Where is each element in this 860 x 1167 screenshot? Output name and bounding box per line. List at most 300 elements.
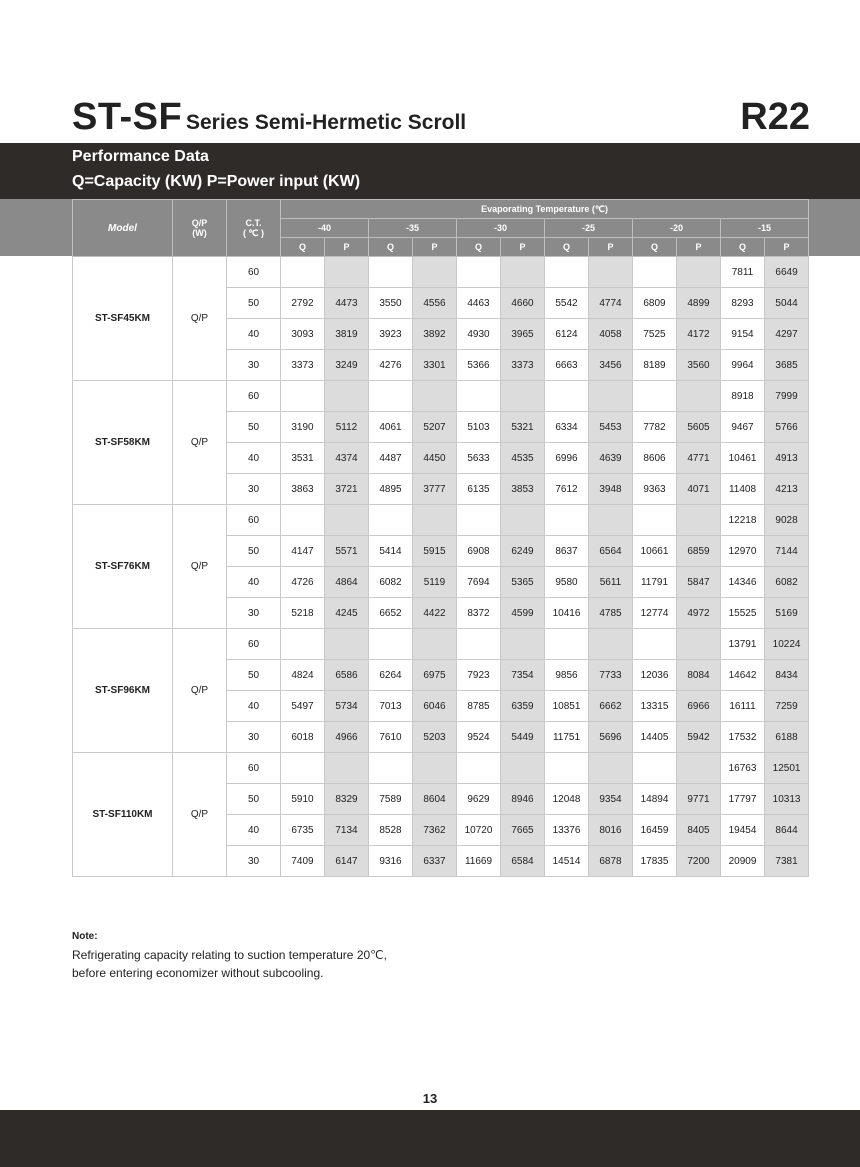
capacity-cell: 3190 — [281, 412, 325, 443]
power-cell: 3892 — [413, 319, 457, 350]
model-cell: ST-SF76KM — [73, 505, 173, 629]
power-cell: 3560 — [677, 350, 721, 381]
capacity-cell: 5414 — [369, 536, 413, 567]
capacity-cell: 8637 — [545, 536, 589, 567]
power-cell: 5611 — [589, 567, 633, 598]
q-subheader: Q — [457, 238, 501, 257]
power-cell — [413, 257, 457, 288]
temp-header: -25 — [545, 219, 633, 238]
capacity-cell: 11791 — [633, 567, 677, 598]
power-cell: 4774 — [589, 288, 633, 319]
power-cell: 12501 — [765, 753, 809, 784]
capacity-cell — [457, 753, 501, 784]
power-cell: 5119 — [413, 567, 457, 598]
capacity-cell — [369, 381, 413, 412]
power-cell: 7362 — [413, 815, 457, 846]
title-row — [72, 96, 810, 140]
ct-cell: 30 — [227, 350, 281, 381]
power-cell: 6359 — [501, 691, 545, 722]
power-cell: 4639 — [589, 443, 633, 474]
capacity-cell: 3923 — [369, 319, 413, 350]
power-cell: 6859 — [677, 536, 721, 567]
capacity-cell: 19454 — [721, 815, 765, 846]
capacity-cell: 9629 — [457, 784, 501, 815]
power-cell: 7999 — [765, 381, 809, 412]
power-cell: 6046 — [413, 691, 457, 722]
capacity-cell: 9524 — [457, 722, 501, 753]
series-title: ST-SF — [72, 96, 183, 138]
table-row — [73, 753, 809, 784]
capacity-cell: 3531 — [281, 443, 325, 474]
power-cell: 5169 — [765, 598, 809, 629]
capacity-cell: 5218 — [281, 598, 325, 629]
ct-header-line1: C.T. — [245, 217, 262, 228]
capacity-cell: 4930 — [457, 319, 501, 350]
capacity-cell: 9580 — [545, 567, 589, 598]
capacity-cell — [457, 505, 501, 536]
capacity-cell: 7782 — [633, 412, 677, 443]
capacity-cell: 6809 — [633, 288, 677, 319]
power-cell: 7200 — [677, 846, 721, 877]
series-subtitle: Series Semi-Hermetic Scroll — [186, 111, 467, 134]
power-cell: 5044 — [765, 288, 809, 319]
power-cell: 3456 — [589, 350, 633, 381]
ct-cell: 40 — [227, 691, 281, 722]
capacity-cell: 16111 — [721, 691, 765, 722]
p-subheader: P — [325, 238, 369, 257]
power-cell: 8604 — [413, 784, 457, 815]
capacity-cell — [369, 629, 413, 660]
capacity-cell — [545, 505, 589, 536]
capacity-cell — [633, 381, 677, 412]
power-cell: 6662 — [589, 691, 633, 722]
power-cell: 4422 — [413, 598, 457, 629]
capacity-cell: 8189 — [633, 350, 677, 381]
capacity-cell: 5633 — [457, 443, 501, 474]
note-title: Note: — [72, 931, 98, 942]
note-line-1: Refrigerating capacity relating to suction temperature 20℃, — [72, 948, 387, 962]
capacity-cell: 14346 — [721, 567, 765, 598]
ct-cell: 40 — [227, 567, 281, 598]
power-cell — [501, 629, 545, 660]
capacity-cell: 6135 — [457, 474, 501, 505]
capacity-cell: 11408 — [721, 474, 765, 505]
capacity-cell: 7811 — [721, 257, 765, 288]
power-cell: 4535 — [501, 443, 545, 474]
power-cell: 4172 — [677, 319, 721, 350]
power-cell — [589, 257, 633, 288]
note-line-2: before entering economizer without subcooling. — [72, 966, 324, 980]
power-cell: 5942 — [677, 722, 721, 753]
capacity-cell: 6663 — [545, 350, 589, 381]
power-cell: 4071 — [677, 474, 721, 505]
capacity-cell: 11751 — [545, 722, 589, 753]
ct-cell: 50 — [227, 412, 281, 443]
qp-cell: Q/P — [173, 381, 227, 505]
capacity-cell: 12970 — [721, 536, 765, 567]
performance-data-title: Performance Data — [72, 148, 209, 165]
power-cell: 3301 — [413, 350, 457, 381]
power-cell — [325, 257, 369, 288]
power-cell: 7134 — [325, 815, 369, 846]
power-cell: 6337 — [413, 846, 457, 877]
capacity-cell: 7923 — [457, 660, 501, 691]
p-subheader: P — [677, 238, 721, 257]
capacity-cell: 6018 — [281, 722, 325, 753]
power-cell: 3819 — [325, 319, 369, 350]
capacity-cell: 8293 — [721, 288, 765, 319]
ct-cell: 30 — [227, 598, 281, 629]
power-cell: 3965 — [501, 319, 545, 350]
capacity-cell — [545, 753, 589, 784]
power-cell — [677, 753, 721, 784]
power-cell: 4297 — [765, 319, 809, 350]
evap-temp-header: Evaporating Temperature (℃) — [281, 200, 809, 219]
qp-cell: Q/P — [173, 505, 227, 629]
capacity-cell — [281, 257, 325, 288]
power-cell: 8644 — [765, 815, 809, 846]
power-cell: 6584 — [501, 846, 545, 877]
capacity-cell: 12036 — [633, 660, 677, 691]
power-cell: 8329 — [325, 784, 369, 815]
table-row — [73, 381, 809, 412]
capacity-cell — [545, 381, 589, 412]
power-cell: 4913 — [765, 443, 809, 474]
capacity-cell: 13315 — [633, 691, 677, 722]
power-cell — [413, 381, 457, 412]
power-cell: 10224 — [765, 629, 809, 660]
capacity-cell: 5497 — [281, 691, 325, 722]
capacity-cell: 7694 — [457, 567, 501, 598]
capacity-cell: 4061 — [369, 412, 413, 443]
capacity-cell: 10720 — [457, 815, 501, 846]
capacity-cell: 6124 — [545, 319, 589, 350]
power-cell: 6188 — [765, 722, 809, 753]
capacity-cell: 15525 — [721, 598, 765, 629]
capacity-cell: 4895 — [369, 474, 413, 505]
power-cell: 7665 — [501, 815, 545, 846]
power-cell: 4245 — [325, 598, 369, 629]
capacity-cell: 9316 — [369, 846, 413, 877]
power-cell: 7259 — [765, 691, 809, 722]
power-cell — [677, 381, 721, 412]
power-cell — [413, 505, 457, 536]
temp-header: -35 — [369, 219, 457, 238]
temp-header: -15 — [721, 219, 809, 238]
capacity-cell: 4147 — [281, 536, 325, 567]
power-cell: 10313 — [765, 784, 809, 815]
p-subheader: P — [765, 238, 809, 257]
power-cell: 8946 — [501, 784, 545, 815]
power-cell: 3685 — [765, 350, 809, 381]
capacity-cell — [633, 505, 677, 536]
power-cell: 6586 — [325, 660, 369, 691]
capacity-cell — [633, 257, 677, 288]
power-cell: 4899 — [677, 288, 721, 319]
power-cell: 6082 — [765, 567, 809, 598]
capacity-cell: 3550 — [369, 288, 413, 319]
ct-cell: 60 — [227, 753, 281, 784]
power-cell: 6249 — [501, 536, 545, 567]
capacity-cell: 7612 — [545, 474, 589, 505]
power-cell — [501, 505, 545, 536]
table-row — [73, 257, 809, 288]
capacity-cell: 6652 — [369, 598, 413, 629]
capacity-cell: 9363 — [633, 474, 677, 505]
power-cell: 4599 — [501, 598, 545, 629]
power-cell: 6878 — [589, 846, 633, 877]
power-cell: 5112 — [325, 412, 369, 443]
power-cell: 7144 — [765, 536, 809, 567]
capacity-cell: 6082 — [369, 567, 413, 598]
capacity-cell: 12218 — [721, 505, 765, 536]
capacity-cell: 6996 — [545, 443, 589, 474]
capacity-cell: 5103 — [457, 412, 501, 443]
capacity-cell: 8372 — [457, 598, 501, 629]
capacity-cell: 4726 — [281, 567, 325, 598]
q-subheader: Q — [369, 238, 413, 257]
qp-header-line1: Q/P — [191, 218, 208, 228]
capacity-cell: 8606 — [633, 443, 677, 474]
capacity-cell: 9856 — [545, 660, 589, 691]
power-cell: 5734 — [325, 691, 369, 722]
power-cell: 7381 — [765, 846, 809, 877]
power-cell: 5453 — [589, 412, 633, 443]
table-row — [73, 505, 809, 536]
capacity-cell: 14405 — [633, 722, 677, 753]
power-cell: 8405 — [677, 815, 721, 846]
capacity-cell — [633, 629, 677, 660]
capacity-cell — [369, 257, 413, 288]
power-cell: 5207 — [413, 412, 457, 443]
power-cell — [325, 505, 369, 536]
power-cell — [589, 629, 633, 660]
power-cell: 4556 — [413, 288, 457, 319]
capacity-cell: 7409 — [281, 846, 325, 877]
power-cell: 5449 — [501, 722, 545, 753]
power-cell: 9028 — [765, 505, 809, 536]
performance-table — [72, 199, 809, 877]
capacity-cell: 7589 — [369, 784, 413, 815]
capacity-cell — [281, 505, 325, 536]
q-subheader: Q — [281, 238, 325, 257]
power-cell: 4213 — [765, 474, 809, 505]
capacity-cell: 6264 — [369, 660, 413, 691]
ct-cell: 60 — [227, 381, 281, 412]
ct-cell: 50 — [227, 784, 281, 815]
qp-header — [173, 200, 227, 257]
power-cell: 3853 — [501, 474, 545, 505]
qp-cell: Q/P — [173, 257, 227, 381]
capacity-cell: 12048 — [545, 784, 589, 815]
power-cell — [413, 629, 457, 660]
capacity-cell: 4463 — [457, 288, 501, 319]
power-cell: 4473 — [325, 288, 369, 319]
model-cell: ST-SF58KM — [73, 381, 173, 505]
capacity-cell: 3373 — [281, 350, 325, 381]
power-cell — [677, 257, 721, 288]
capacity-cell: 12774 — [633, 598, 677, 629]
capacity-cell: 6334 — [545, 412, 589, 443]
capacity-cell: 17532 — [721, 722, 765, 753]
capacity-cell — [281, 753, 325, 784]
q-subheader: Q — [545, 238, 589, 257]
ct-cell: 60 — [227, 505, 281, 536]
qp-cell: Q/P — [173, 753, 227, 877]
power-cell: 5766 — [765, 412, 809, 443]
capacity-cell: 13376 — [545, 815, 589, 846]
refrigerant-label: R22 — [740, 96, 810, 138]
ct-cell: 30 — [227, 846, 281, 877]
power-cell: 4864 — [325, 567, 369, 598]
power-cell: 5696 — [589, 722, 633, 753]
capacity-cell: 10661 — [633, 536, 677, 567]
power-cell: 4450 — [413, 443, 457, 474]
power-cell: 6147 — [325, 846, 369, 877]
capacity-cell — [633, 753, 677, 784]
power-cell: 5847 — [677, 567, 721, 598]
capacity-cell: 5366 — [457, 350, 501, 381]
power-cell: 5321 — [501, 412, 545, 443]
ct-cell: 40 — [227, 815, 281, 846]
capacity-cell: 14642 — [721, 660, 765, 691]
capacity-cell — [281, 381, 325, 412]
power-cell — [325, 753, 369, 784]
power-cell: 4972 — [677, 598, 721, 629]
power-cell — [677, 629, 721, 660]
capacity-cell: 13791 — [721, 629, 765, 660]
p-subheader: P — [589, 238, 633, 257]
capacity-cell: 7525 — [633, 319, 677, 350]
capacity-cell: 9154 — [721, 319, 765, 350]
power-cell: 4785 — [589, 598, 633, 629]
capacity-cell: 14894 — [633, 784, 677, 815]
capacity-cell: 8785 — [457, 691, 501, 722]
power-cell: 4771 — [677, 443, 721, 474]
power-cell: 9354 — [589, 784, 633, 815]
capacity-cell: 7013 — [369, 691, 413, 722]
power-cell: 7733 — [589, 660, 633, 691]
capacity-cell: 5542 — [545, 288, 589, 319]
power-cell — [589, 505, 633, 536]
model-cell: ST-SF96KM — [73, 629, 173, 753]
capacity-cell: 11669 — [457, 846, 501, 877]
p-subheader: P — [501, 238, 545, 257]
model-header: Model — [73, 200, 173, 257]
capacity-cell — [281, 629, 325, 660]
power-cell — [325, 381, 369, 412]
power-cell: 4966 — [325, 722, 369, 753]
qp-cell: Q/P — [173, 629, 227, 753]
capacity-cell — [369, 505, 413, 536]
power-cell: 3249 — [325, 350, 369, 381]
ct-cell: 60 — [227, 629, 281, 660]
qp-header-line2: (W) — [192, 228, 207, 238]
capacity-cell — [369, 753, 413, 784]
power-cell — [325, 629, 369, 660]
capacity-cell: 6908 — [457, 536, 501, 567]
temp-header: -40 — [281, 219, 369, 238]
capacity-cell: 8918 — [721, 381, 765, 412]
power-cell — [677, 505, 721, 536]
capacity-cell: 4824 — [281, 660, 325, 691]
performance-header-band — [0, 143, 860, 199]
ct-cell: 40 — [227, 443, 281, 474]
capacity-cell: 4276 — [369, 350, 413, 381]
capacity-cell: 10851 — [545, 691, 589, 722]
capacity-cell: 16763 — [721, 753, 765, 784]
power-cell — [501, 381, 545, 412]
capacity-cell — [457, 257, 501, 288]
power-cell: 3777 — [413, 474, 457, 505]
page-number: 13 — [422, 1091, 438, 1106]
ct-header-line2: ( ℃ ) — [242, 227, 265, 238]
ct-cell: 30 — [227, 474, 281, 505]
power-cell: 4374 — [325, 443, 369, 474]
capacity-cell: 20909 — [721, 846, 765, 877]
capacity-cell — [545, 257, 589, 288]
capacity-cell: 9467 — [721, 412, 765, 443]
ct-cell: 60 — [227, 257, 281, 288]
ct-cell: 50 — [227, 288, 281, 319]
power-cell — [589, 753, 633, 784]
capacity-cell: 2792 — [281, 288, 325, 319]
capacity-cell: 3863 — [281, 474, 325, 505]
footer-band — [0, 1110, 860, 1167]
power-cell — [413, 753, 457, 784]
power-cell: 5915 — [413, 536, 457, 567]
capacity-cell: 17797 — [721, 784, 765, 815]
power-cell: 6966 — [677, 691, 721, 722]
q-subheader: Q — [721, 238, 765, 257]
ct-header — [227, 200, 281, 257]
ct-cell: 50 — [227, 536, 281, 567]
power-cell: 3721 — [325, 474, 369, 505]
capacity-cell: 9964 — [721, 350, 765, 381]
power-cell: 5365 — [501, 567, 545, 598]
capacity-cell: 3093 — [281, 319, 325, 350]
power-cell: 9771 — [677, 784, 721, 815]
power-cell: 4660 — [501, 288, 545, 319]
capacity-cell: 4487 — [369, 443, 413, 474]
capacity-cell — [457, 629, 501, 660]
model-cell: ST-SF45KM — [73, 257, 173, 381]
power-cell: 8434 — [765, 660, 809, 691]
capacity-cell: 5910 — [281, 784, 325, 815]
power-cell: 4058 — [589, 319, 633, 350]
capacity-cell — [545, 629, 589, 660]
power-cell: 5203 — [413, 722, 457, 753]
power-cell: 7354 — [501, 660, 545, 691]
power-cell: 8016 — [589, 815, 633, 846]
power-cell: 3948 — [589, 474, 633, 505]
temp-header: -30 — [457, 219, 545, 238]
power-cell: 6975 — [413, 660, 457, 691]
temp-header: -20 — [633, 219, 721, 238]
capacity-cell: 7610 — [369, 722, 413, 753]
capacity-cell: 16459 — [633, 815, 677, 846]
capacity-cell: 17835 — [633, 846, 677, 877]
model-cell: ST-SF110KM — [73, 753, 173, 877]
power-cell — [589, 381, 633, 412]
capacity-cell: 10416 — [545, 598, 589, 629]
capacity-cell — [457, 381, 501, 412]
power-cell: 3373 — [501, 350, 545, 381]
power-cell: 6649 — [765, 257, 809, 288]
q-subheader: Q — [633, 238, 677, 257]
p-subheader: P — [413, 238, 457, 257]
power-cell: 8084 — [677, 660, 721, 691]
